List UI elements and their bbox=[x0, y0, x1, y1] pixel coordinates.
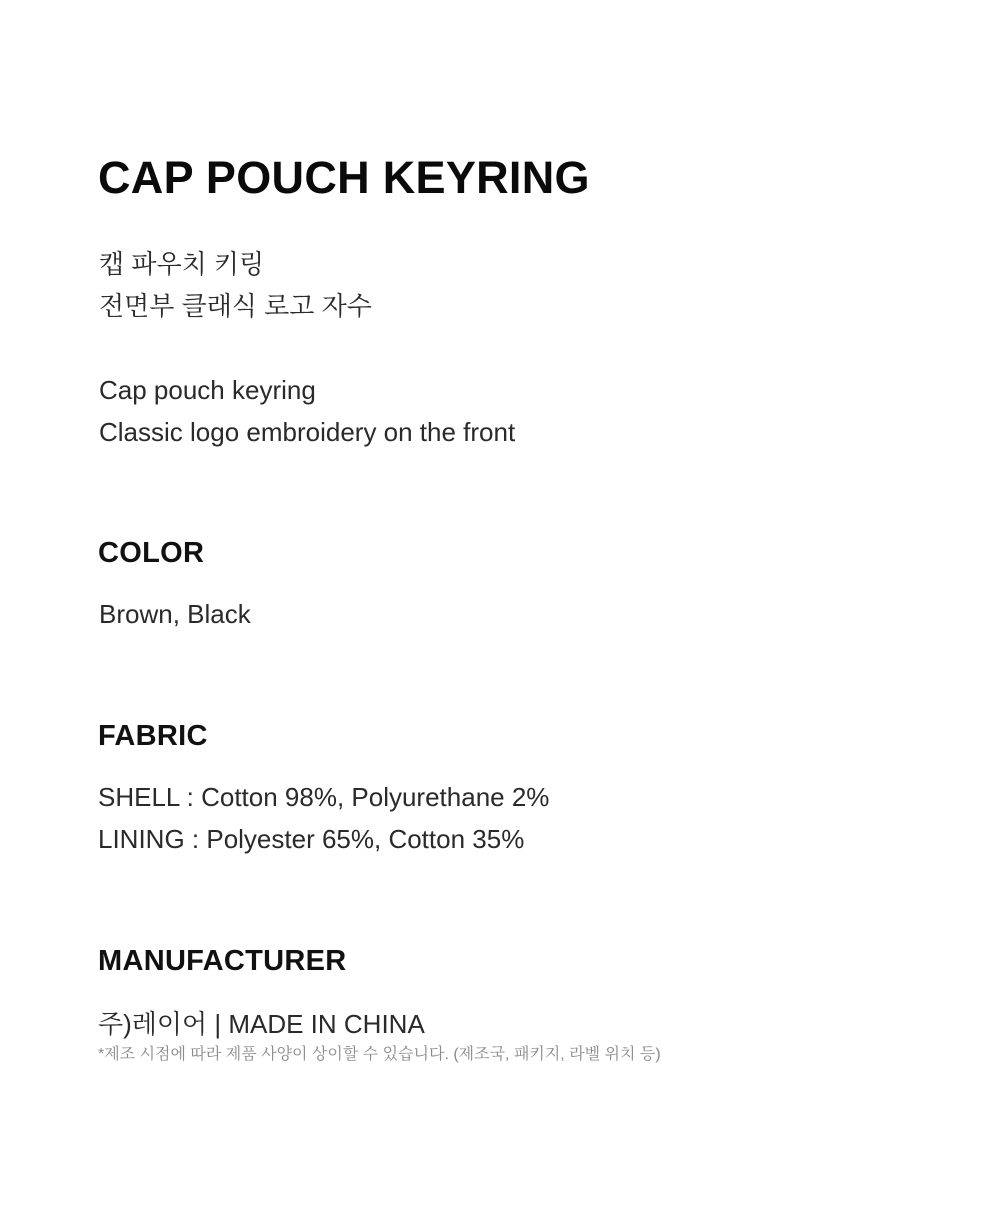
fabric-details bbox=[98, 776, 549, 860]
description-korean bbox=[99, 243, 372, 327]
manufacturer-disclaimer: *제조 시점에 따라 제품 사양이 상이할 수 있습니다. (제조국, 패키지, 라벨 위치 등) bbox=[98, 1046, 661, 1063]
color-value: Brown, Black bbox=[99, 599, 251, 629]
description-korean-line: 캡 파우치 키링 bbox=[99, 249, 265, 279]
description-korean-line: 전면부 클래식 로고 자수 bbox=[99, 291, 372, 321]
description-english-line: Classic logo embroidery on the front bbox=[99, 417, 516, 447]
manufacturer-heading: MANUFACTURER bbox=[98, 945, 347, 977]
color-heading: COLOR bbox=[98, 537, 205, 569]
fabric-shell-line: SHELL : Cotton 98%, Polyurethane 2% bbox=[98, 782, 550, 812]
manufacturer-value: 주)레이어 | MADE IN CHINA bbox=[98, 1009, 425, 1039]
description-english bbox=[99, 369, 515, 453]
product-title: CAP POUCH KEYRING bbox=[98, 152, 590, 203]
description-english-line: Cap pouch keyring bbox=[99, 375, 316, 405]
fabric-heading: FABRIC bbox=[98, 720, 208, 752]
fabric-lining-line: LINING : Polyester 65%, Cotton 35% bbox=[98, 824, 525, 854]
